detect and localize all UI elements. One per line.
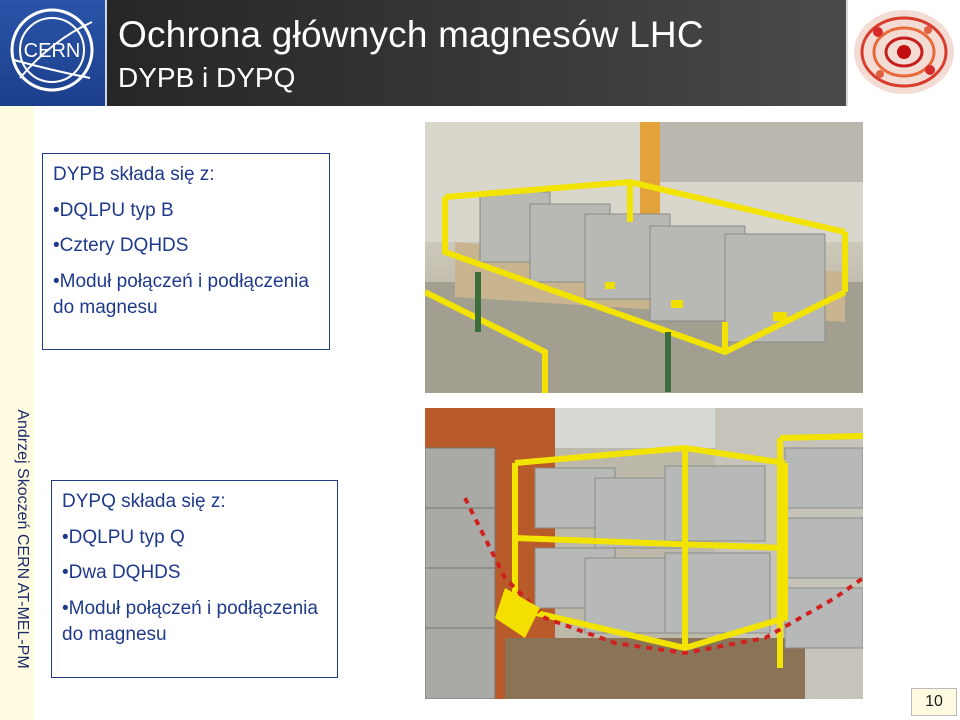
dypq-item: •Moduł połączeń i podłączenia do magnesu [62,597,318,645]
dypq-item: •DQLPU typ Q [62,526,185,548]
dypq-photo-image [425,408,863,699]
dypb-item: •Moduł połączeń i podłączenia do magnesu [53,270,309,318]
header [0,0,960,106]
dypq-item: •Dwa DQHDS [62,562,181,584]
dypb-item: •DQLPU typ B [53,199,174,221]
page-number: 10 [911,688,957,716]
dypb-photo-image [425,122,863,393]
dypb-photo [425,122,863,393]
cern-logo-text: CERN [23,40,81,62]
dypb-item: •Cztery DQHDS [53,235,189,257]
dypq-heading: DYPQ składa się z: [62,491,226,512]
lhc-logo [846,0,960,106]
slide-title: Ochrona głównych magnesów LHC [118,14,704,55]
dypq-textbox [51,480,338,678]
dypb-heading: DYPB składa się z: [53,164,215,185]
slide-subtitle: DYPB i DYPQ [118,62,296,93]
dypb-textbox [42,153,330,350]
cern-logo-icon [0,0,105,106]
dypq-photo [425,408,863,699]
author-footer: Andrzej Skoczeń CERN AT-MEL-PM [14,409,31,669]
cern-logo [0,0,107,106]
lhc-collision-icon [848,0,960,104]
